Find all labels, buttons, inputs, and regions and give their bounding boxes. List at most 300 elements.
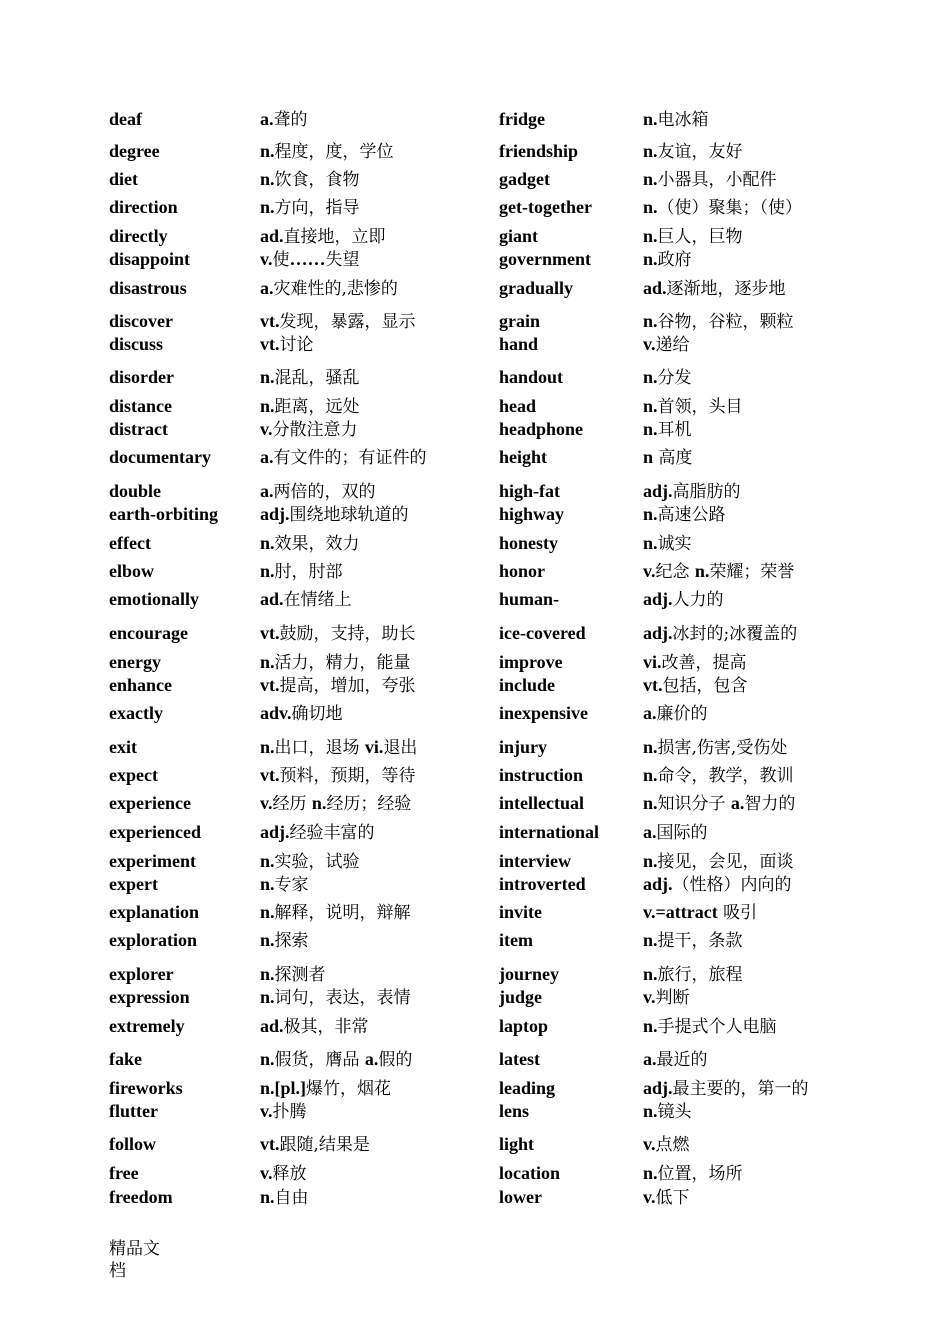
vocab-row <box>0 277 950 301</box>
vocab-row <box>0 108 950 132</box>
vocab-word: follow <box>109 1134 156 1154</box>
vocab-definition <box>643 963 838 986</box>
meaning-text: 包括，包含 <box>662 676 748 696</box>
meaning-text: 词句，表达，表情 <box>274 988 411 1008</box>
vocab-word: discover <box>109 311 173 331</box>
part-of-speech: n. <box>643 1101 658 1121</box>
meaning-text: 知识分子 <box>657 794 731 814</box>
vocab-row <box>0 651 950 675</box>
vocab-definition <box>260 108 492 131</box>
vocab-row <box>0 622 950 646</box>
part-of-speech: …… <box>289 249 326 269</box>
vocab-word: journey <box>499 964 559 984</box>
meaning-text: 爆竹，烟花 <box>306 1079 392 1099</box>
part-of-speech: ad. <box>260 1016 284 1036</box>
vocab-definition <box>260 418 492 441</box>
meaning-text: 混乱，骚乱 <box>274 368 360 388</box>
part-of-speech: v. <box>260 1163 273 1183</box>
meaning-text: 逐渐地，逐步地 <box>666 279 786 299</box>
vocab-definition <box>643 588 838 611</box>
vocab-word: hand <box>499 334 539 354</box>
part-of-speech: n. <box>643 226 658 246</box>
part-of-speech: n. <box>694 561 710 581</box>
vocab-definition <box>260 963 492 986</box>
vocab-definition <box>260 1077 492 1100</box>
vocab-word: discuss <box>109 334 164 354</box>
vocab-word: gadget <box>499 169 550 189</box>
vocab-word: fridge <box>499 109 545 129</box>
vocab-definition <box>643 310 838 333</box>
vocab-definition <box>260 446 492 469</box>
vocab-word: item <box>499 930 533 950</box>
vocab-row <box>0 588 950 612</box>
vocab-row <box>0 196 950 220</box>
part-of-speech: n. <box>643 964 658 984</box>
vocab-definition <box>643 702 838 725</box>
meaning-text: 损害,伤害,受伤处 <box>657 738 788 758</box>
meaning-text: （使）聚集；（使） <box>657 198 803 215</box>
vocab-definition <box>643 480 838 503</box>
vocab-row <box>0 963 950 987</box>
vocab-row <box>0 929 950 953</box>
meaning-text: 发现，暴露，显示 <box>279 312 416 332</box>
vocab-row <box>0 333 950 357</box>
meaning-text: 扑腾 <box>272 1102 307 1122</box>
part-of-speech: a. <box>260 109 274 129</box>
meaning-text: 巨人，巨物 <box>657 227 743 247</box>
vocab-word: include <box>499 675 556 695</box>
vocab-word: latest <box>499 1049 540 1069</box>
vocab-row <box>0 1100 950 1124</box>
vocab-word: location <box>499 1163 560 1183</box>
meaning-text: 效果，效力 <box>274 534 360 554</box>
part-of-speech: n. <box>260 930 275 950</box>
vocab-word: energy <box>109 652 161 672</box>
vocab-word: fireworks <box>109 1078 183 1098</box>
vocab-row <box>0 792 950 816</box>
meaning-text: （性格）内向的 <box>672 875 792 895</box>
vocab-word: directly <box>109 226 168 246</box>
vocab-word: explanation <box>109 902 200 922</box>
meaning-text: 电冰箱 <box>657 110 709 130</box>
vocab-definition <box>643 873 838 896</box>
part-of-speech: vt. <box>260 334 280 354</box>
vocab-row <box>0 532 950 556</box>
vocab-definition <box>260 366 492 389</box>
vocab-definition <box>643 418 838 441</box>
vocab-definition <box>260 873 492 896</box>
vocab-word: expect <box>109 765 158 785</box>
vocab-row <box>0 901 950 925</box>
vocab-definition <box>260 480 492 503</box>
part-of-speech: n. <box>643 141 658 161</box>
vocab-word: extremely <box>109 1016 185 1036</box>
part-of-speech: vt. <box>260 765 280 785</box>
vocab-row <box>0 366 950 390</box>
vocab-word: flutter <box>109 1101 158 1121</box>
part-of-speech: n. <box>643 109 658 129</box>
vocab-word: government <box>499 249 591 269</box>
meaning-text: 探索 <box>274 931 309 951</box>
meaning-text: 谷物，谷粒，颗粒 <box>657 312 794 332</box>
meaning-text: 智力的 <box>744 794 796 814</box>
meaning-text: 政府 <box>657 250 692 270</box>
vocab-word: lens <box>499 1101 530 1121</box>
part-of-speech: n. <box>643 1163 658 1183</box>
vocab-definition <box>643 333 838 356</box>
vocab-word: earth-orbiting <box>109 504 218 524</box>
part-of-speech: a. <box>260 481 274 501</box>
part-of-speech: n. <box>643 504 658 524</box>
vocab-definition <box>643 1100 838 1123</box>
meaning-text: 解释，说明，辩解 <box>274 903 411 923</box>
part-of-speech: n. <box>260 964 275 984</box>
vocab-word: disorder <box>109 367 174 387</box>
meaning-text: 纪念 <box>655 562 695 582</box>
vocab-definition <box>643 248 838 271</box>
vocab-word: honor <box>499 561 546 581</box>
meaning-text: 退出 <box>383 738 418 758</box>
vocab-word: encourage <box>109 623 188 643</box>
part-of-speech: n. <box>260 874 275 894</box>
vocab-word: exit <box>109 737 137 757</box>
vocab-word: grain <box>499 311 541 331</box>
meaning-text: 廉价的 <box>656 704 708 724</box>
meaning-text: 经历；经验 <box>326 794 412 814</box>
meaning-text: 点燃 <box>655 1135 690 1155</box>
vocab-definition <box>643 1048 838 1071</box>
vocab-word: get-together <box>499 197 592 217</box>
meaning-text: 释放 <box>272 1164 307 1184</box>
vocab-definition <box>643 1162 838 1185</box>
vocab-definition <box>643 225 838 248</box>
part-of-speech: n. <box>260 533 275 553</box>
part-of-speech: adj. <box>643 589 673 609</box>
part-of-speech: n. <box>643 197 658 215</box>
vocab-word: gradually <box>499 278 574 298</box>
meaning-text: 小器具，小配件 <box>657 170 777 190</box>
meaning-text: 失望 <box>325 250 360 270</box>
vocab-word: improve <box>499 652 563 672</box>
vocab-word: disappoint <box>109 249 191 269</box>
part-of-speech: a. <box>643 703 657 723</box>
part-of-speech: n. <box>643 930 658 950</box>
meaning-text: 耳机 <box>657 420 692 440</box>
part-of-speech: n. <box>643 765 658 785</box>
vocab-definition <box>260 1100 492 1123</box>
vocab-word: emotionally <box>109 589 199 609</box>
part-of-speech: n. <box>260 367 275 387</box>
vocab-word: laptop <box>499 1016 549 1036</box>
vocab-definition <box>260 651 492 674</box>
footer-watermark: 精品文档 <box>109 1239 160 1281</box>
meaning-text: 聋的 <box>273 110 308 130</box>
meaning-text: 讨论 <box>279 335 314 355</box>
part-of-speech: vt. <box>260 675 280 695</box>
vocab-definition <box>643 901 838 924</box>
vocab-definition <box>643 986 838 1009</box>
part-of-speech: n. <box>260 851 275 871</box>
part-of-speech: adj. <box>643 481 673 501</box>
vocab-word: expression <box>109 987 190 1007</box>
part-of-speech: v. <box>260 249 273 269</box>
vocab-word: experienced <box>109 822 201 842</box>
meaning-text: 跟随,结果是 <box>279 1135 370 1155</box>
part-of-speech: n. <box>643 793 658 813</box>
meaning-text: 直接地，立即 <box>283 227 386 247</box>
vocab-row <box>0 702 950 726</box>
part-of-speech: ad. <box>260 226 284 246</box>
vocab-word: diet <box>109 169 138 189</box>
part-of-speech: v. <box>260 419 273 439</box>
part-of-speech: n. <box>643 396 658 416</box>
vocab-word: highway <box>499 504 565 524</box>
vocab-row <box>0 140 950 164</box>
vocab-word: experiment <box>109 851 196 871</box>
vocab-row <box>0 986 950 1010</box>
vocab-word: double <box>109 481 162 501</box>
part-of-speech: n. <box>643 737 658 757</box>
part-of-speech: adj. <box>260 504 290 524</box>
vocab-definition <box>643 929 838 952</box>
part-of-speech: n. <box>260 141 275 161</box>
part-of-speech: vi. <box>364 737 384 757</box>
vocab-row <box>0 674 950 698</box>
meaning-text: 极其，非常 <box>283 1017 369 1037</box>
meaning-text: 人力的 <box>672 590 724 610</box>
vocab-word: free <box>109 1163 139 1183</box>
vocab-row <box>0 560 950 584</box>
part-of-speech: a. <box>643 822 657 842</box>
vocab-definition <box>260 1133 492 1156</box>
vocab-row <box>0 225 950 249</box>
meaning-text: 提高，增加，夸张 <box>279 676 416 696</box>
meaning-text: 判断 <box>655 988 690 1008</box>
vocab-row <box>0 503 950 527</box>
meaning-text: 活力，精力，能量 <box>274 653 411 673</box>
part-of-speech: n. <box>260 737 275 757</box>
meaning-text: 最近的 <box>656 1050 708 1070</box>
vocab-definition <box>643 850 838 873</box>
vocab-row <box>0 1077 950 1101</box>
vocab-row <box>0 736 950 760</box>
meaning-text: 友谊，友好 <box>657 142 743 162</box>
vocab-word: height <box>499 447 548 467</box>
part-of-speech: a. <box>364 1049 379 1069</box>
meaning-text: 自由 <box>274 1188 309 1208</box>
meaning-text: 程度，度，学位 <box>274 142 394 162</box>
meaning-text: 分散注意力 <box>272 420 358 440</box>
part-of-speech: n. <box>260 652 275 672</box>
meaning-text: 距离，远处 <box>274 397 360 417</box>
vocab-definition <box>260 986 492 1009</box>
vocab-definition <box>643 651 838 674</box>
part-of-speech: a. <box>260 278 274 298</box>
part-of-speech: adj. <box>643 874 673 894</box>
meaning-text: 高速公路 <box>657 505 726 525</box>
vocab-definition <box>643 366 838 389</box>
part-of-speech: adj. <box>643 1078 673 1098</box>
vocab-definition <box>260 168 492 191</box>
vocab-word: introverted <box>499 874 586 894</box>
vocab-definition <box>643 446 838 469</box>
meaning-text: 预料，预期，等待 <box>279 766 416 786</box>
meaning-text: 接见，会见，面谈 <box>657 852 794 872</box>
meaning-text: 在情绪上 <box>283 590 352 610</box>
vocab-definition <box>260 674 492 697</box>
meaning-text: 吸引 <box>717 903 758 923</box>
vocab-row <box>0 168 950 192</box>
vocab-definition <box>260 736 492 759</box>
meaning-text: 经历 <box>272 794 312 814</box>
vocab-definition <box>643 1077 838 1100</box>
meaning-text: 高脂肪的 <box>672 482 741 502</box>
meaning-text: 首领，头目 <box>657 397 743 417</box>
vocab-definition <box>260 702 492 725</box>
meaning-text: 围绕地球轨道的 <box>289 505 409 525</box>
vocab-definition <box>643 764 838 787</box>
vocab-definition <box>260 850 492 873</box>
vocab-definition <box>260 1186 492 1209</box>
vocab-word: enhance <box>109 675 172 695</box>
vocab-word: explorer <box>109 964 174 984</box>
vocab-definition <box>643 196 838 215</box>
part-of-speech: n. <box>643 419 658 439</box>
vocab-word: freedom <box>109 1187 173 1207</box>
part-of-speech: n. <box>260 197 275 217</box>
meaning-text: 实验，试验 <box>274 852 360 872</box>
part-of-speech: n. <box>643 311 658 331</box>
vocab-definition <box>260 622 492 645</box>
vocab-definition <box>643 821 838 844</box>
vocab-word: honesty <box>499 533 559 553</box>
vocab-definition <box>260 901 492 924</box>
meaning-text: 两倍的，双的 <box>273 482 376 502</box>
part-of-speech: n. <box>260 169 275 189</box>
part-of-speech: v. <box>260 1101 273 1121</box>
vocab-word: interview <box>499 851 571 871</box>
vocab-row <box>0 310 950 334</box>
vocab-word: lower <box>499 1187 542 1207</box>
part-of-speech: n. <box>260 1049 275 1069</box>
vocab-word: effect <box>109 533 151 553</box>
part-of-speech: adj. <box>643 623 673 643</box>
vocab-definition <box>260 792 492 815</box>
part-of-speech: v. <box>643 561 656 581</box>
vocab-row <box>0 850 950 874</box>
vocab-word: distract <box>109 419 168 439</box>
vocab-definition <box>260 1015 492 1038</box>
vocab-row <box>0 873 950 897</box>
vocab-word: experience <box>109 793 191 813</box>
vocab-definition <box>260 310 492 333</box>
vocab-row <box>0 1048 950 1072</box>
meaning-text: 改善，提高 <box>661 653 747 673</box>
part-of-speech: a. <box>730 793 745 813</box>
part-of-speech: n.[pl.] <box>260 1078 307 1098</box>
meaning-text: 低下 <box>655 1188 690 1208</box>
vocab-word: inexpensive <box>499 703 589 723</box>
meaning-text: 冰封的;冰覆盖的 <box>672 624 798 644</box>
vocab-word: light <box>499 1134 535 1154</box>
part-of-speech: n. <box>643 367 658 387</box>
vocab-word: human- <box>499 589 560 607</box>
vocab-definition <box>260 248 492 271</box>
vocab-definition <box>643 277 838 300</box>
vocab-word: documentary <box>109 447 211 467</box>
part-of-speech: n. <box>260 561 275 581</box>
vocab-word: friendship <box>499 141 579 161</box>
meaning-text: 出口，退场 <box>274 738 365 758</box>
vocab-word: fake <box>109 1049 142 1069</box>
vocab-word: direction <box>109 197 178 217</box>
part-of-speech: a. <box>260 447 274 467</box>
meaning-text: 专家 <box>274 875 309 895</box>
vocab-word: leading <box>499 1078 556 1098</box>
vocab-word: deaf <box>109 109 142 129</box>
meaning-text: 提干，条款 <box>657 931 743 951</box>
vocab-word: judge <box>499 987 543 1007</box>
vocab-definition <box>260 1048 492 1071</box>
meaning-text: 经验丰富的 <box>289 823 375 843</box>
vocab-definition <box>260 588 492 611</box>
vocab-definition <box>643 622 838 645</box>
vocab-definition <box>643 140 838 163</box>
part-of-speech: a. <box>643 1049 657 1069</box>
part-of-speech: vt. <box>260 623 280 643</box>
vocab-word: degree <box>109 141 160 161</box>
meaning-text: 国际的 <box>656 823 708 843</box>
vocab-row <box>0 418 950 442</box>
vocab-row <box>0 1133 950 1157</box>
vocab-definition <box>260 140 492 163</box>
part-of-speech: n. <box>643 169 658 189</box>
part-of-speech: v. <box>643 1187 656 1207</box>
meaning-text: 肘，肘部 <box>274 562 343 582</box>
part-of-speech: n. <box>311 793 327 813</box>
vocab-definition <box>260 821 492 844</box>
vocab-definition <box>643 1186 838 1209</box>
vocab-definition <box>260 503 492 526</box>
part-of-speech: n. <box>260 902 275 922</box>
meaning-text: 镜头 <box>657 1102 692 1122</box>
part-of-speech: n. <box>643 1016 658 1036</box>
vocab-row <box>0 480 950 504</box>
vocab-definition <box>260 196 492 219</box>
meaning-text: 荣耀；荣誉 <box>709 562 795 582</box>
vocab-definition <box>643 503 838 526</box>
meaning-text: 位置，场所 <box>657 1164 743 1184</box>
vocab-word: instruction <box>499 765 584 785</box>
vocab-word: intellectual <box>499 793 584 813</box>
part-of-speech: v. <box>643 1134 656 1154</box>
vocab-definition <box>260 225 492 248</box>
vocab-definition <box>260 560 492 583</box>
vocab-definition <box>260 395 492 418</box>
part-of-speech: adv. <box>260 703 292 723</box>
part-of-speech: n. <box>260 396 275 416</box>
vocab-word: expert <box>109 874 158 894</box>
vocab-word: giant <box>499 226 539 246</box>
vocab-word: headphone <box>499 419 584 439</box>
vocab-definition <box>643 532 838 555</box>
vocab-definition <box>643 1015 838 1038</box>
vocab-definition <box>260 333 492 356</box>
meaning-text: 旅行，旅程 <box>657 965 743 985</box>
part-of-speech: v.=attract <box>643 902 718 922</box>
vocab-definition <box>260 1162 492 1185</box>
meaning-text: 确切地 <box>291 704 343 724</box>
